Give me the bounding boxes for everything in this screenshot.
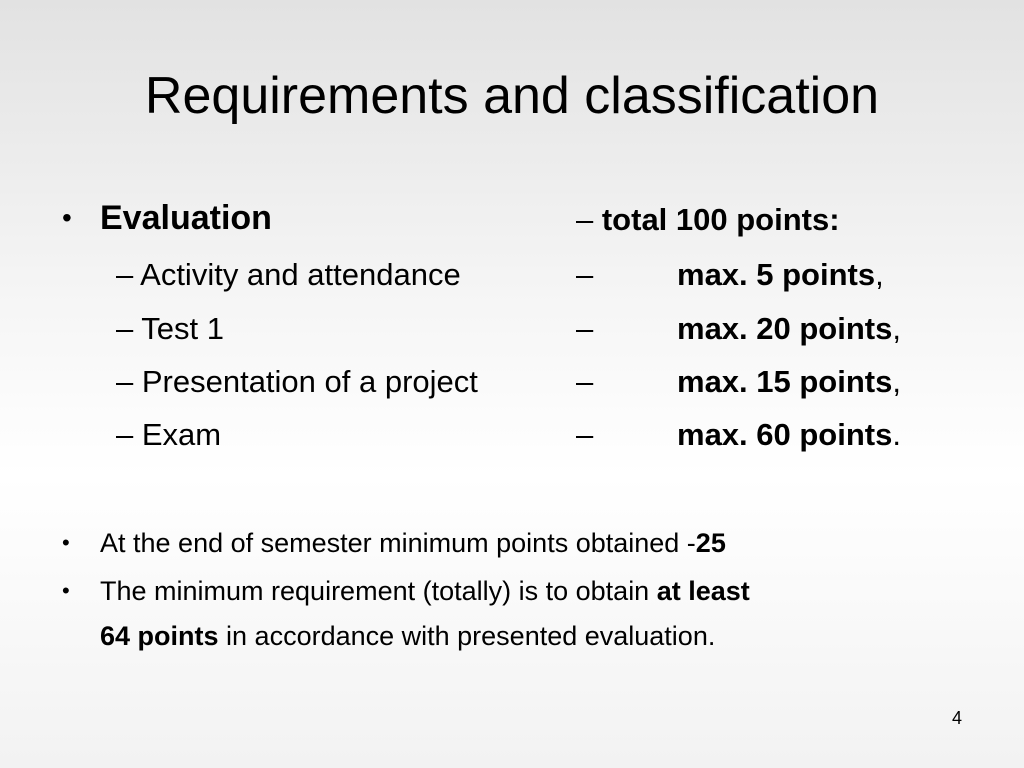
note-bold: at least <box>656 576 750 606</box>
note-value: 25 <box>695 528 726 558</box>
points-value: max. 5 points <box>677 257 876 292</box>
points-punct: , <box>875 257 884 292</box>
note-bold: 64 points <box>100 621 219 651</box>
note-minimum-semester <box>100 525 726 561</box>
evaluation-item-points <box>677 415 901 455</box>
evaluation-heading: Evaluation <box>100 199 272 237</box>
points-punct: , <box>892 311 901 346</box>
total-label: total 100 points: <box>601 202 840 237</box>
evaluation-item-points <box>677 255 884 295</box>
note-text: in accordance with presented evaluation. <box>218 621 716 651</box>
evaluation-item-label: – Presentation of a project <box>116 364 478 399</box>
note-text: At the end of semester minimum points obtained - <box>100 528 696 558</box>
points-value: max. 20 points <box>677 311 893 346</box>
evaluation-item-label: – Exam <box>116 417 222 452</box>
evaluation-item-dash: – <box>576 257 594 292</box>
points-value: max. 60 points <box>677 417 893 452</box>
points-value: max. 15 points <box>677 364 893 399</box>
evaluation-item-label: – Activity and attendance <box>116 257 461 292</box>
note-minimum-total-line2 <box>100 618 715 654</box>
slide-title: Requirements and classification <box>144 67 880 125</box>
evaluation-item-points <box>677 309 901 349</box>
evaluation-item-label: – Test 1 <box>116 311 225 346</box>
evaluation-item-points <box>677 362 901 402</box>
bullet-marker: • <box>62 578 70 603</box>
page-number: 4 <box>951 708 962 728</box>
evaluation-item-dash: – <box>576 311 594 346</box>
note-text: The minimum requirement (totally) is to obtain <box>100 576 657 606</box>
note-minimum-total-line1 <box>100 573 750 609</box>
bullet-marker: • <box>62 202 72 233</box>
evaluation-item-dash: – <box>576 364 594 399</box>
evaluation-item-dash: – <box>576 417 594 452</box>
points-punct: . <box>892 417 901 452</box>
bullet-marker: • <box>62 530 70 555</box>
total-dash: – <box>576 202 602 237</box>
evaluation-total <box>576 200 840 240</box>
points-punct: , <box>892 364 901 399</box>
